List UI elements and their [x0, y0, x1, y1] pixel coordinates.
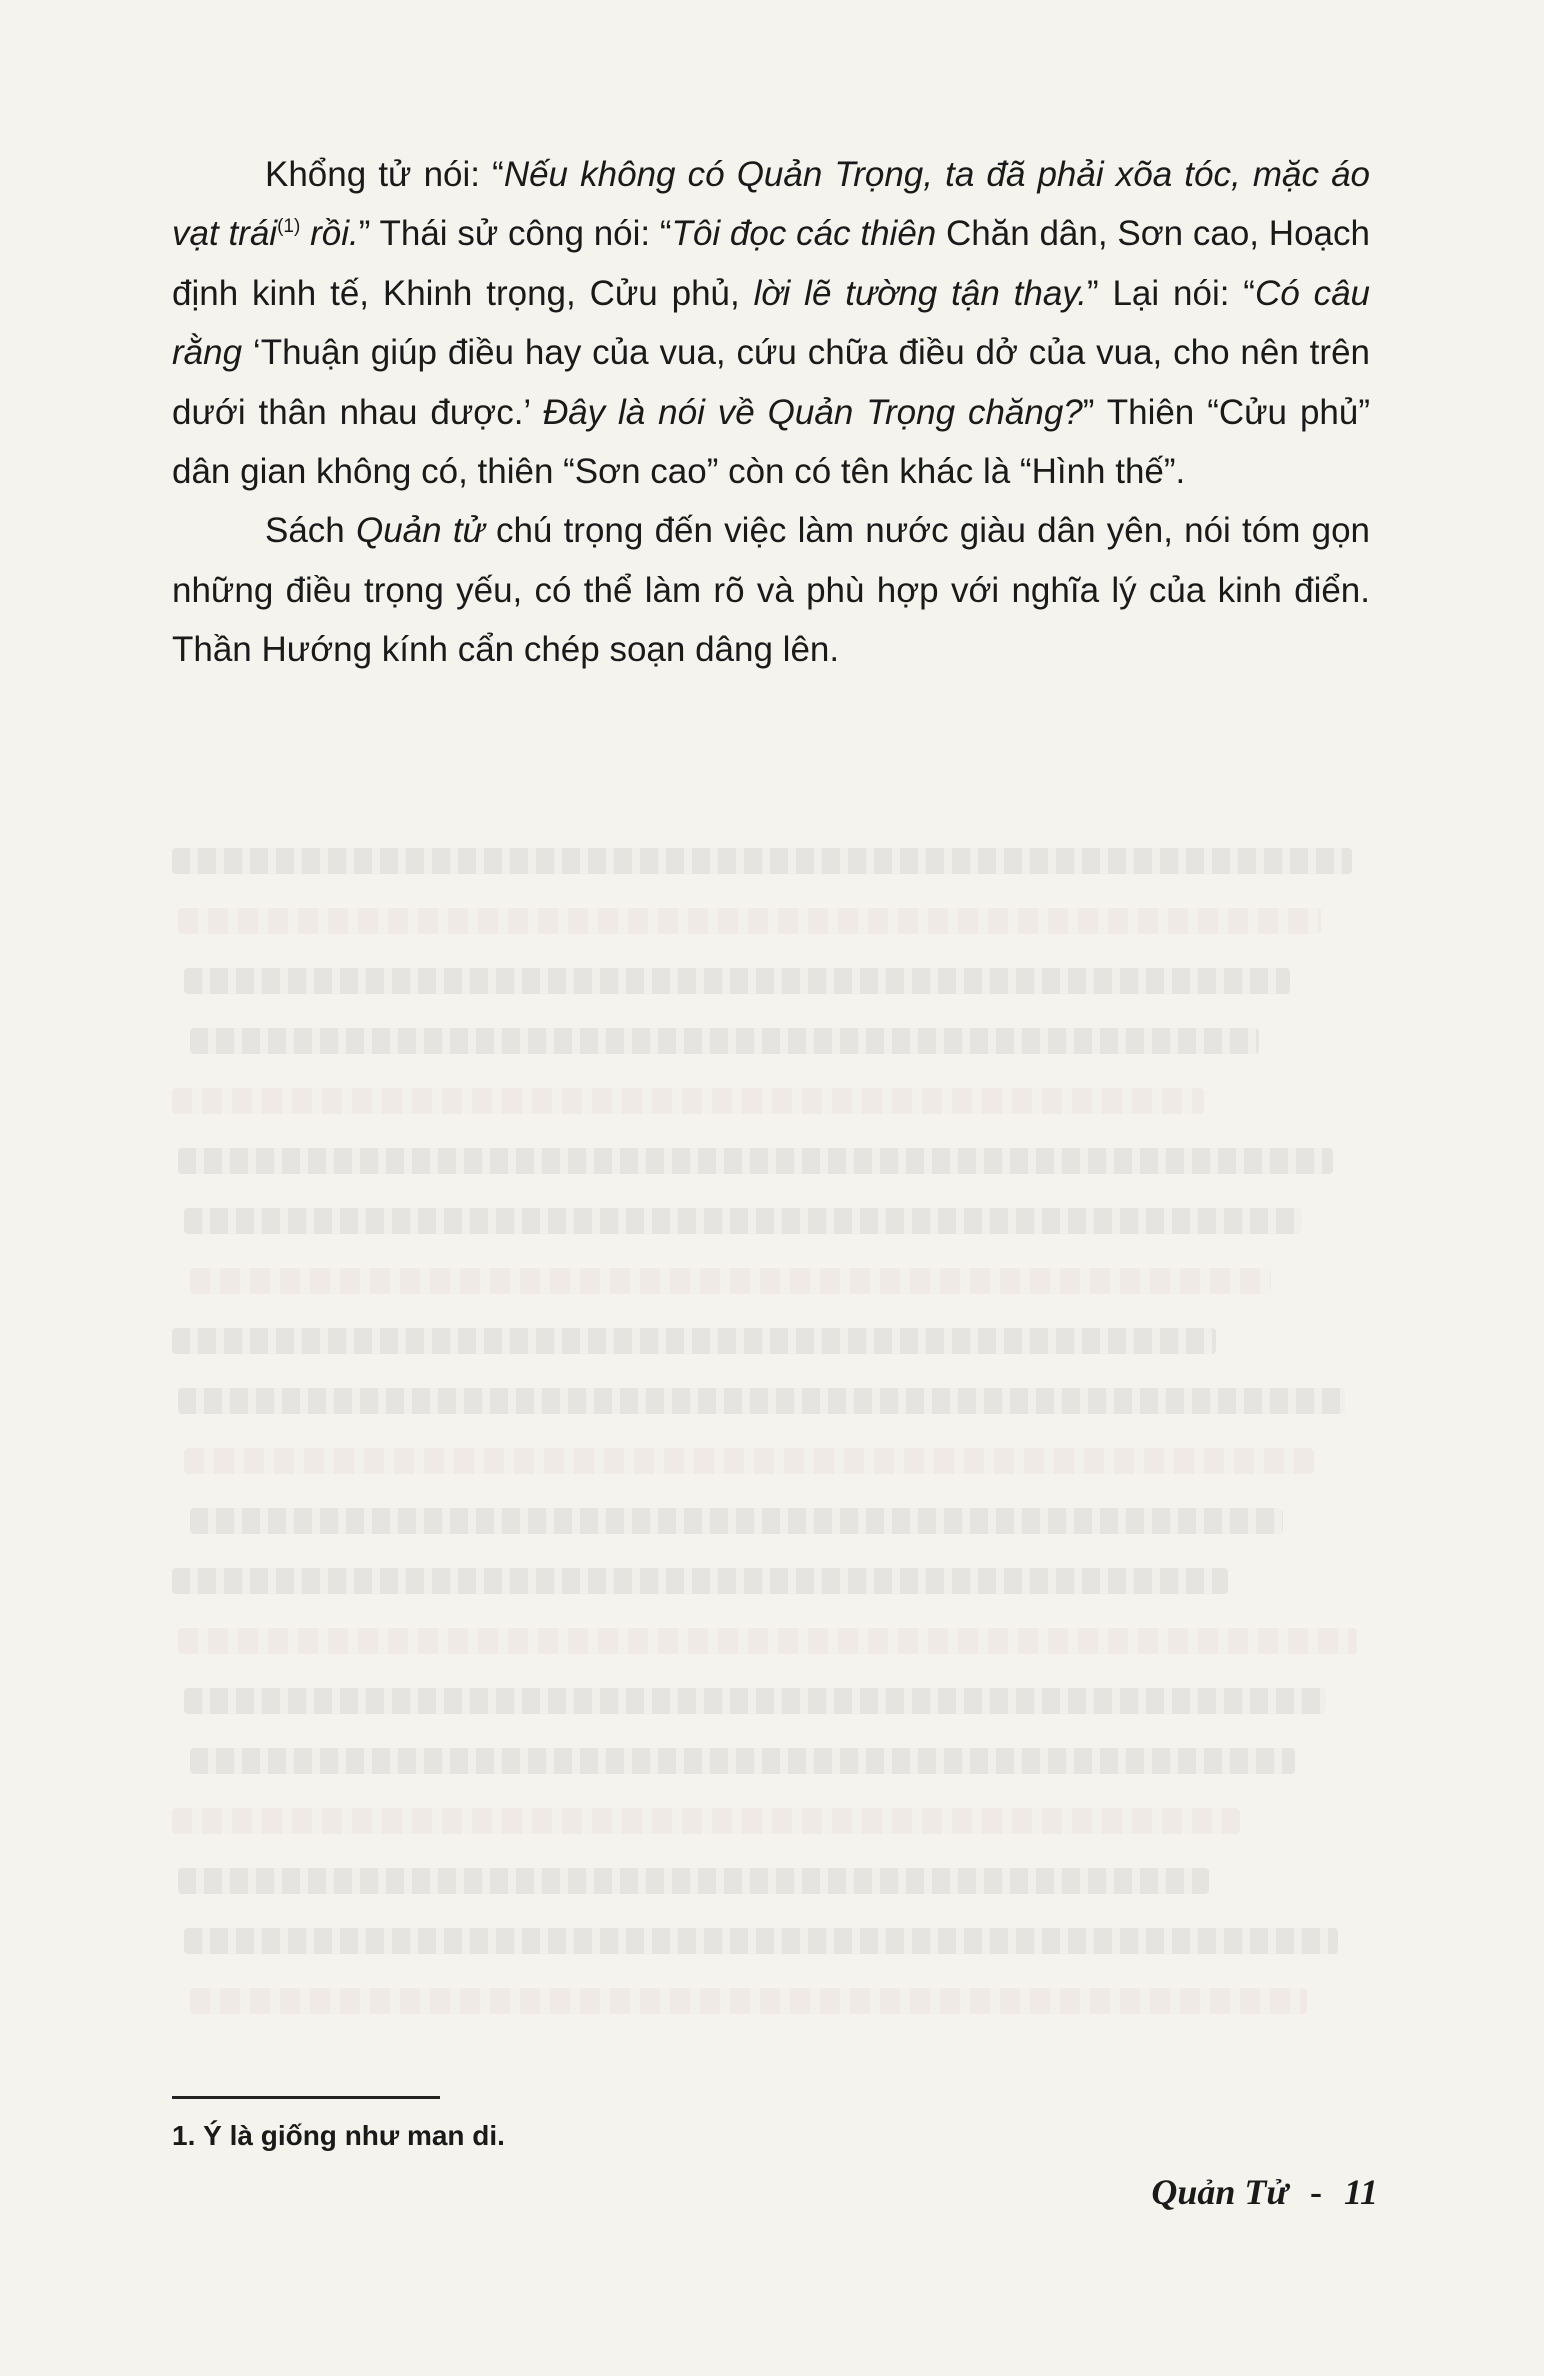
paragraph [172, 145, 1370, 501]
footer-book-title: Quản Tử [1151, 2172, 1288, 2212]
show-through-line [178, 1148, 1333, 1174]
show-through-texture [172, 830, 1372, 2070]
italic-text: Nếu không có Quản Trọng, ta đã phải xõa tóc, mặc áo vạt trái [172, 155, 1370, 254]
show-through-line [190, 1988, 1307, 2014]
show-through-line [178, 908, 1321, 934]
footnote-marker: (1) [277, 216, 301, 238]
italic-text: Quản tử [355, 511, 485, 551]
show-through-line [172, 1808, 1240, 1834]
text-run: ” Thiên “Cửu phủ” dân gian không có, thiên “Sơn cao” còn có tên khác là “Hình thế”. [172, 392, 1370, 492]
italic-text: lời lẽ tường tận thay. [753, 273, 1087, 313]
show-through-line [184, 1688, 1326, 1714]
footnote: 1. Ý là giống như man di. [172, 2120, 505, 2151]
running-footer [1151, 2170, 1378, 2214]
italic-text: Tôi đọc các thiên [671, 214, 937, 254]
show-through-line [172, 1088, 1204, 1114]
footer-separator: - [1309, 2172, 1322, 2212]
show-through-line [184, 968, 1290, 994]
italic-text: rồi. [300, 214, 359, 254]
page-number: 11 [1343, 2172, 1378, 2212]
text-run: ” Thái sử công nói: “ [358, 214, 672, 254]
show-through-line [184, 1208, 1302, 1234]
paragraph [172, 501, 1370, 679]
text-run: ‘Thuận giúp điều hay của vua, cứu chữa điều dở của vua, cho nên trên dưới thân nhau được.’ [172, 333, 1370, 432]
show-through-line [172, 848, 1352, 874]
text-run: chú trọng đến việc làm nước giàu dân yên, nói tóm gọn những điều trọng yếu, có thể làm rõ và phù hợp với nghĩa lý của kinh điển. Thần Hướng kính cẩn chép soạn dâng lên. [172, 511, 1370, 670]
text-run: Chăn dân, Sơn cao, Hoạch định kinh tế, Khinh trọng, Cửu phủ, [172, 214, 1370, 313]
italic-text: Có câu rằng [172, 273, 1370, 373]
show-through-line [178, 1628, 1357, 1654]
text-run: ” Lại nói: “ [1086, 273, 1255, 313]
body-text [172, 145, 1370, 680]
show-through-line [190, 1268, 1271, 1294]
show-through-line [172, 1568, 1228, 1594]
show-through-line [172, 1328, 1216, 1354]
show-through-line [178, 1388, 1345, 1414]
show-through-line [184, 1928, 1338, 1954]
text-run: Sách [265, 511, 356, 551]
text-run: Khổng tử nói: “ [265, 155, 504, 194]
show-through-line [190, 1028, 1259, 1054]
show-through-line [190, 1508, 1283, 1534]
show-through-line [184, 1448, 1314, 1474]
footnote-rule [172, 2096, 440, 2099]
italic-text: Đây là nói về Quản Trọng chăng? [542, 392, 1083, 432]
show-through-line [178, 1868, 1209, 1894]
show-through-line [190, 1748, 1295, 1774]
